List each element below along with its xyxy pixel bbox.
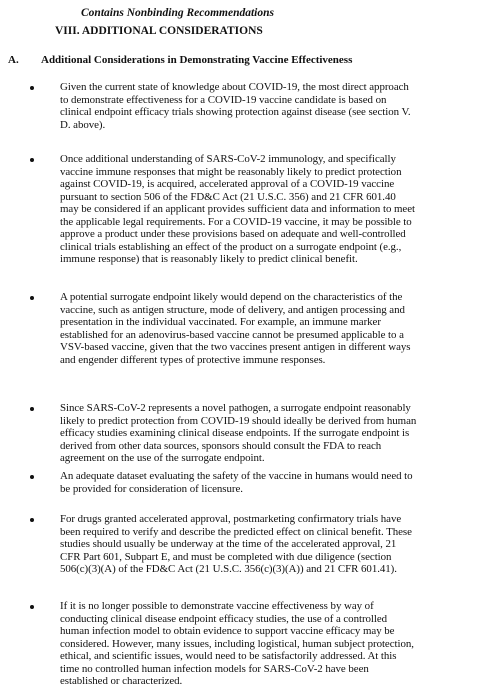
bullet-dot-icon	[30, 158, 34, 162]
subsection-title: Additional Considerations in Demonstrating Vaccine Effectiveness	[41, 54, 353, 66]
bullet-text: Once additional understanding of SARS-CoV-2 immunology, and specifically vaccine immune responses that might be reasonably likely to predict protection against COVID-19, is acquired, accelerated approval of a COVID-19 vaccine pursuant to section 506 of the FD&C Act (21 U.S.C. 356) and 21 CFR 601.40 may be considered if an applicant provides sufficient data and information to meet the applicable legal requirements. For a COVID-19 vaccine, it may be possible to approve a product under these provisions based on adequate and well-controlled clinical trials establishing an effect of the product on a surrogate endpoint (e.g., immune response) that is reasonably likely to predict clinical benefit.	[60, 153, 415, 265]
bullet-dot-icon	[30, 86, 34, 90]
bullet-text: For drugs granted accelerated approval, postmarketing confirmatory trials have been required to verify and describe the predicted effect on clinical benefit. These studies should usually be underway at the time of the accelerated approval, 21 CFR Part 601, Subpart E, and must be completed with due diligence (section 506(c)(3)(A) of the FD&C Act (21 U.S.C. 356(c)(3)(A)) and 21 CFR 601.41).	[60, 513, 412, 575]
bullet-dot-icon	[30, 605, 34, 609]
bullet-text: Since SARS-CoV-2 represents a novel pathogen, a surrogate endpoint reasonably likely to predict protection from COVID-19 should ideally be derived from human efficacy studies examining clinical disease endpoints. If the surrogate endpoint is derived from other data sources, sponsors should consult the FDA to reach agreement on the use of the surrogate endpoint.	[60, 402, 417, 464]
bullet-text: Given the current state of knowledge about COVID-19, the most direct approach to demonstrate effectiveness for a COVID-19 vaccine candidate is based on clinical endpoint efficacy trials showing protection against disease (see section V. D. above).	[60, 81, 411, 131]
subsection-letter: A.	[8, 54, 19, 66]
bullet-dot-icon	[30, 518, 34, 522]
section-heading: VIII. ADDITIONAL CONSIDERATIONS	[55, 25, 263, 37]
bullet-text: If it is no longer possible to demonstrate vaccine effectiveness by way of conducting clinical disease endpoint efficacy studies, the use of a controlled human infection model to obtain evidence to support vaccine efficacy may be considered. However, many issues, including logistical, human subject protection, ethical, and scientific issues, would need to be satisfactorily addressed. At this time no controlled human infection models for SARS-CoV-2 have been established or characterized.	[60, 600, 414, 687]
bullet-text: A potential surrogate endpoint likely would depend on the characteristics of the vaccine, such as antigen structure, mode of delivery, and antigen processing and presentation in the individual vaccinated. For example, an immune marker established for an adenovirus-based vaccine cannot be presumed applicable to a VSV-based vaccine, given that the two vaccines present antigen in different ways and engender different types of protective immune responses.	[60, 291, 411, 366]
bullet-text: An adequate dataset evaluating the safety of the vaccine in humans would need to be provided for consideration of licensure.	[60, 470, 413, 495]
nonbinding-header-note: Contains Nonbinding Recommendations	[81, 7, 274, 19]
bullet-dot-icon	[30, 296, 34, 300]
bullet-dot-icon	[30, 407, 34, 411]
bullet-dot-icon	[30, 475, 34, 479]
